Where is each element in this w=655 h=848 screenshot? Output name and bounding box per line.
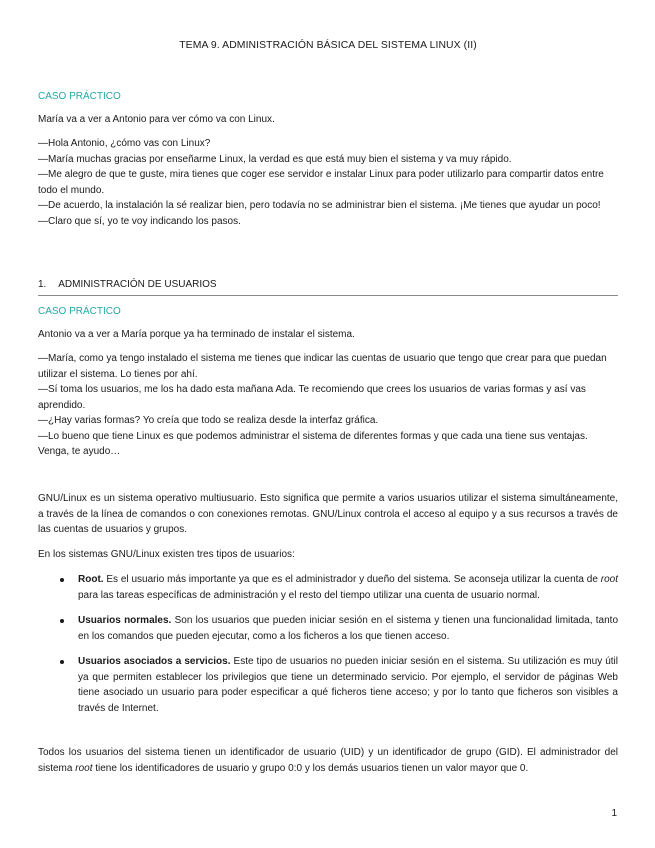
section-title: ADMINISTRACIÓN DE USUARIOS bbox=[58, 279, 217, 290]
dialog-line: —¿Hay varias formas? Yo creía que todo se realiza desde la interfaz gráfica. bbox=[38, 415, 379, 426]
page-title: TEMA 9. ADMINISTRACIÓN BÁSICA DEL SISTEMA LINUX (II) bbox=[179, 40, 477, 51]
list-item bbox=[38, 654, 618, 716]
bullet-text: Son los usuarios que pueden iniciar sesión en el sistema y tienen una funcionalidad limitada, tanto en los comandos que pueden ejecutar, como a los ficheros a los que tienen acceso. bbox=[78, 615, 619, 642]
bullet-term: Usuarios asociados a servicios. bbox=[78, 656, 231, 667]
caso-practico-label-2: CASO PRÁCTICO bbox=[38, 306, 121, 317]
para3-text: Todos los usuarios del sistema tienen un identificador de usuario (UID) y un identificador de grupo (GID). El administrador del sistema bbox=[38, 747, 618, 774]
caso-practico-label-1: CASO PRÁCTICO bbox=[38, 91, 121, 102]
bullet-emphasis: root bbox=[600, 574, 618, 585]
dialog-line: —Hola Antonio, ¿cómo vas con Linux? bbox=[38, 138, 211, 149]
section-number: 1. bbox=[38, 279, 47, 290]
bullet-icon bbox=[60, 619, 64, 623]
caso2-dialog bbox=[38, 351, 618, 460]
dialog-line: —Lo bueno que tiene Linux es que podemos administrar el sistema de diferentes formas y que cada una tiene sus ventajas. Venga, te ayudo… bbox=[38, 430, 588, 457]
bullet-term: Root. bbox=[78, 574, 104, 585]
dialog-line: —Sí toma los usuarios, me los ha dado esta mañana Ada. Te recomiendo que crees los usuarios de varias formas y así vas aprendido. bbox=[38, 384, 586, 411]
page-number: 1 bbox=[611, 808, 617, 819]
dialog-line: —De acuerdo, la instalación la sé realizar bien, pero todavía no se administrar bien el sistema. ¡Me tienes que ayudar un poco! bbox=[38, 200, 601, 211]
para3-text: tiene los identificadores de usuario y grupo 0:0 y los demás usuarios tienen un valor mayor que 0. bbox=[92, 762, 529, 774]
para3-emphasis: root bbox=[75, 762, 93, 774]
bullet-text: para las tareas específicas de administración y el resto del tiempo utilizar una cuenta de usuario normal. bbox=[78, 589, 540, 601]
dialog-line: —María muchas gracias por enseñarme Linux, la verdad es que está muy bien el sistema y va muy rápido. bbox=[38, 153, 512, 165]
list-item bbox=[38, 572, 618, 603]
caso1-intro: María va a ver a Antonio para ver cómo va con Linux. bbox=[38, 114, 275, 125]
caso1-dialog bbox=[38, 136, 618, 229]
bullet-text: Es el usuario más importante ya que es el administrador y dueño del sistema. Se aconseja utilizar la cuenta de bbox=[103, 574, 601, 585]
dialog-line: —Me alegro de que te guste, mira tienes que coger ese servidor e instalar Linux para poder utilizarlo para compartir datos entre todo el mundo. bbox=[38, 169, 604, 196]
section-heading bbox=[38, 277, 618, 296]
bullet-icon bbox=[60, 578, 64, 582]
dialog-line: —María, como ya tengo instalado el sistema me tienes que indicar las cuentas de usuario que tengo que crear para que puedan utilizar el sistema. Lo tienes por ahí. bbox=[38, 353, 607, 380]
caso2-intro: Antonio va a ver a María porque ya ha terminado de instalar el sistema. bbox=[38, 329, 355, 340]
user-types-list bbox=[38, 572, 618, 716]
dialog-line: —Claro que sí, yo te voy indicando los pasos. bbox=[38, 215, 241, 227]
body-paragraph-3 bbox=[38, 745, 618, 776]
list-item bbox=[38, 613, 618, 644]
bullet-term: Usuarios normales. bbox=[78, 615, 172, 626]
body-paragraph-2: En los sistemas GNU/Linux existen tres tipos de usuarios: bbox=[38, 549, 295, 560]
body-paragraph-1: GNU/Linux es un sistema operativo multiusuario. Esto significa que permite a varios usuarios utilizar el sistema simultáneamente, a través de la línea de comandos o con conexiones remotas. GNU/Linux controla el acceso al equipo y a sus recursos a través de las cuentas de usuarios y grupos. bbox=[38, 493, 618, 535]
bullet-icon bbox=[60, 660, 64, 664]
bullet-text: Este tipo de usuarios no pueden iniciar sesión en el sistema. Su utilización es muy útil ya que permiten establecer los privilegios que tiene un determinado servicio. Por ejemplo, el servidor de páginas Web tiene asociado un usuario para poder especificar a qué ficheros tiene acceso; y por lo tanto que ficheros son visibles a través de Internet. bbox=[78, 656, 619, 714]
